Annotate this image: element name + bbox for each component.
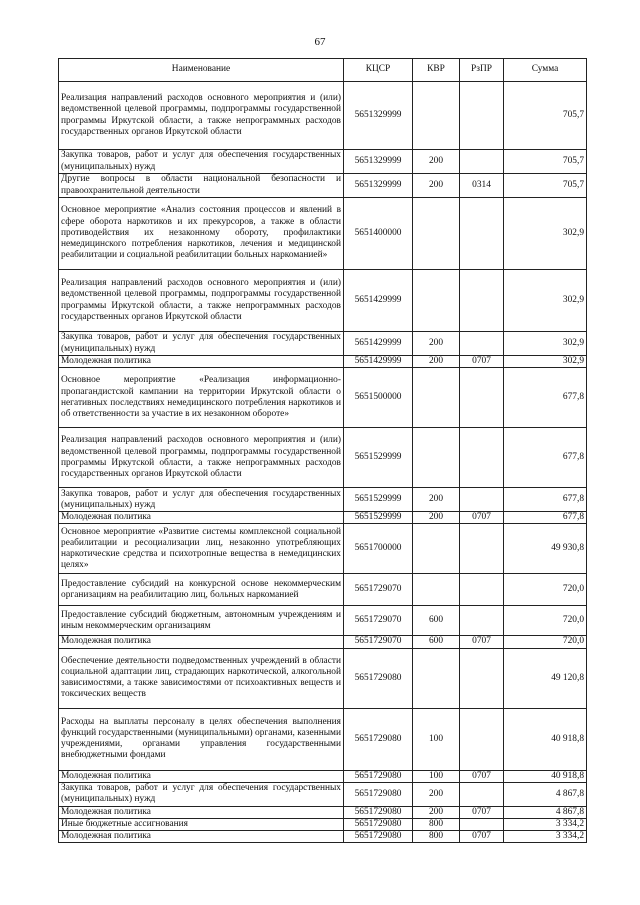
row-rzpr (460, 332, 504, 356)
row-sum: 677,8 (504, 368, 587, 428)
table-row (59, 648, 587, 708)
table-row (59, 574, 587, 606)
table-row (59, 356, 587, 368)
row-code: 5651500000 (344, 368, 413, 428)
table-row (59, 488, 587, 512)
row-rzpr: 0707 (460, 806, 504, 818)
table-row (59, 512, 587, 524)
table-row (59, 770, 587, 782)
table-row (59, 782, 587, 806)
table-row (59, 82, 587, 150)
row-code: 5651729080 (344, 831, 413, 843)
table-body (59, 82, 587, 843)
row-name: Реализация направлений расходов основного мероприятия и (или) ведомственной целевой программы, подпрограммы государственной программы Иркутской области, а также непрограммных расходов государственных органов Иркутской области (59, 428, 344, 488)
row-sum: 705,7 (504, 82, 587, 150)
row-kvr (413, 198, 460, 270)
row-rzpr: 0707 (460, 831, 504, 843)
row-code: 5651529999 (344, 488, 413, 512)
row-kvr: 800 (413, 819, 460, 831)
row-rzpr: 0314 (460, 174, 504, 198)
row-rzpr (460, 819, 504, 831)
row-name: Закупка товаров, работ и услуг для обеспечения государственных (муниципальных) нужд (59, 488, 344, 512)
row-name: Основное мероприятие «Реализация информационно-пропагандистской кампании на территории Иркутской области о негативных последствиях немедицинского потребления наркотиков и об ответственности за участие в их незаконном обороте» (59, 368, 344, 428)
row-name: Расходы на выплаты персоналу в целях обеспечения выполнения функций государственными (муниципальными) органами, казенными учреждениями, органами управления государственными внебюджетными фондами (59, 708, 344, 770)
header-sum: Сумма (504, 59, 587, 82)
row-kvr: 800 (413, 831, 460, 843)
table-row (59, 819, 587, 831)
budget-table (58, 58, 587, 843)
row-kvr: 600 (413, 636, 460, 648)
row-name: Другие вопросы в области национальной безопасности и правоохранительной деятельности (59, 174, 344, 198)
row-sum: 705,7 (504, 174, 587, 198)
row-kvr: 200 (413, 356, 460, 368)
header-rzpr: РзПР (460, 59, 504, 82)
row-code: 5651729080 (344, 648, 413, 708)
table-row (59, 270, 587, 332)
row-sum: 302,9 (504, 332, 587, 356)
row-name: Основное мероприятие «Анализ состояния процессов и явлений в сфере оборота наркотиков и их прекурсоров, а также в области противодействия их незаконному обороту, профилактики немедицинского потребления наркотиков, лечения и медицинской реабилитации и социальной реабилитации больных наркоманией» (59, 198, 344, 270)
table-row (59, 428, 587, 488)
row-code: 5651729080 (344, 708, 413, 770)
row-name: Обеспечение деятельности подведомственных учреждений в области социальной адаптации лиц, страдающих наркотической, алкогольной зависимостями, а также зависимостями от психоактивных веществ и токсических веществ (59, 648, 344, 708)
row-sum: 4 867,8 (504, 782, 587, 806)
table-row (59, 174, 587, 198)
row-kvr (413, 574, 460, 606)
table-row (59, 606, 587, 636)
header-name: Наименование (59, 59, 344, 82)
table-row (59, 806, 587, 818)
header-kvr: КВР (413, 59, 460, 82)
row-rzpr (460, 708, 504, 770)
row-name: Закупка товаров, работ и услуг для обеспечения государственных (муниципальных) нужд (59, 332, 344, 356)
row-kvr (413, 524, 460, 574)
row-sum: 49 120,8 (504, 648, 587, 708)
row-kvr (413, 270, 460, 332)
row-code: 5651729080 (344, 782, 413, 806)
row-kvr (413, 82, 460, 150)
row-code: 5651729070 (344, 574, 413, 606)
row-kvr: 200 (413, 332, 460, 356)
row-kvr: 200 (413, 782, 460, 806)
row-sum: 49 930,8 (504, 524, 587, 574)
row-rzpr: 0707 (460, 356, 504, 368)
row-rzpr (460, 524, 504, 574)
row-code: 5651729080 (344, 806, 413, 818)
row-sum: 3 334,2 (504, 831, 587, 843)
row-rzpr (460, 488, 504, 512)
row-code: 5651729080 (344, 819, 413, 831)
row-kvr: 200 (413, 806, 460, 818)
row-kvr (413, 428, 460, 488)
row-sum: 720,0 (504, 574, 587, 606)
row-name: Молодежная политика (59, 806, 344, 818)
row-sum: 302,9 (504, 198, 587, 270)
table-row (59, 524, 587, 574)
row-code: 5651400000 (344, 198, 413, 270)
row-sum: 677,8 (504, 488, 587, 512)
row-sum: 4 867,8 (504, 806, 587, 818)
row-name: Основное мероприятие «Развитие системы комплексной социальной реабилитации и ресоциализации лиц, незаконно употребляющих наркотические средства и психотропные вещества в немедицинских целях» (59, 524, 344, 574)
row-code: 5651329999 (344, 82, 413, 150)
row-rzpr (460, 606, 504, 636)
row-rzpr (460, 82, 504, 150)
row-rzpr (460, 782, 504, 806)
row-name: Молодежная политика (59, 512, 344, 524)
row-kvr: 200 (413, 488, 460, 512)
row-code: 5651529999 (344, 512, 413, 524)
table-row (59, 636, 587, 648)
table-row (59, 332, 587, 356)
row-kvr: 200 (413, 512, 460, 524)
row-sum: 302,9 (504, 270, 587, 332)
row-code: 5651529999 (344, 428, 413, 488)
row-sum: 3 334,2 (504, 819, 587, 831)
table-row (59, 368, 587, 428)
page-number: 67 (314, 36, 326, 48)
row-name: Молодежная политика (59, 831, 344, 843)
row-code: 5651429999 (344, 356, 413, 368)
row-code: 5651329999 (344, 174, 413, 198)
row-name: Иные бюджетные ассигнования (59, 819, 344, 831)
table-header-row (59, 59, 587, 82)
row-rzpr (460, 574, 504, 606)
row-sum: 302,9 (504, 356, 587, 368)
row-rzpr: 0707 (460, 512, 504, 524)
row-code: 5651700000 (344, 524, 413, 574)
row-code: 5651729080 (344, 770, 413, 782)
row-sum: 705,7 (504, 150, 587, 174)
row-rzpr: 0707 (460, 770, 504, 782)
row-code: 5651729070 (344, 606, 413, 636)
row-sum: 677,8 (504, 428, 587, 488)
row-name: Молодежная политика (59, 356, 344, 368)
row-sum: 40 918,8 (504, 770, 587, 782)
row-sum: 720,0 (504, 606, 587, 636)
table-row (59, 708, 587, 770)
row-name: Реализация направлений расходов основного мероприятия и (или) ведомственной целевой программы, подпрограммы государственной программы Иркутской области, а также непрограммных расходов государственных органов Иркутской области (59, 82, 344, 150)
row-kvr (413, 368, 460, 428)
row-kvr: 100 (413, 708, 460, 770)
row-sum: 677,8 (504, 512, 587, 524)
row-code: 5651429999 (344, 270, 413, 332)
row-name: Закупка товаров, работ и услуг для обеспечения государственных (муниципальных) нужд (59, 782, 344, 806)
row-kvr (413, 648, 460, 708)
table-row (59, 831, 587, 843)
row-rzpr (460, 648, 504, 708)
row-name: Закупка товаров, работ и услуг для обеспечения государственных (муниципальных) нужд (59, 150, 344, 174)
row-name: Молодежная политика (59, 770, 344, 782)
row-name: Реализация направлений расходов основного мероприятия и (или) ведомственной целевой программы, подпрограммы государственной программы Иркутской области, а также непрограммных расходов государственных органов Иркутской области (59, 270, 344, 332)
row-code: 5651729070 (344, 636, 413, 648)
row-name: Предоставление субсидий на конкурсной основе некоммерческим организациям на реабилитацию лиц, больных наркоманией (59, 574, 344, 606)
row-kvr: 200 (413, 174, 460, 198)
row-code: 5651329999 (344, 150, 413, 174)
row-kvr: 200 (413, 150, 460, 174)
row-kvr: 600 (413, 606, 460, 636)
row-rzpr (460, 368, 504, 428)
header-code: КЦСР (344, 59, 413, 82)
row-name: Предоставление субсидий бюджетным, автономным учреждениям и иным некоммерческим организациям (59, 606, 344, 636)
row-sum: 720,0 (504, 636, 587, 648)
row-code: 5651429999 (344, 332, 413, 356)
row-name: Молодежная политика (59, 636, 344, 648)
row-sum: 40 918,8 (504, 708, 587, 770)
row-rzpr (460, 150, 504, 174)
row-rzpr (460, 428, 504, 488)
row-rzpr (460, 198, 504, 270)
table-row (59, 150, 587, 174)
table-row (59, 198, 587, 270)
row-rzpr (460, 270, 504, 332)
row-rzpr: 0707 (460, 636, 504, 648)
row-kvr: 100 (413, 770, 460, 782)
